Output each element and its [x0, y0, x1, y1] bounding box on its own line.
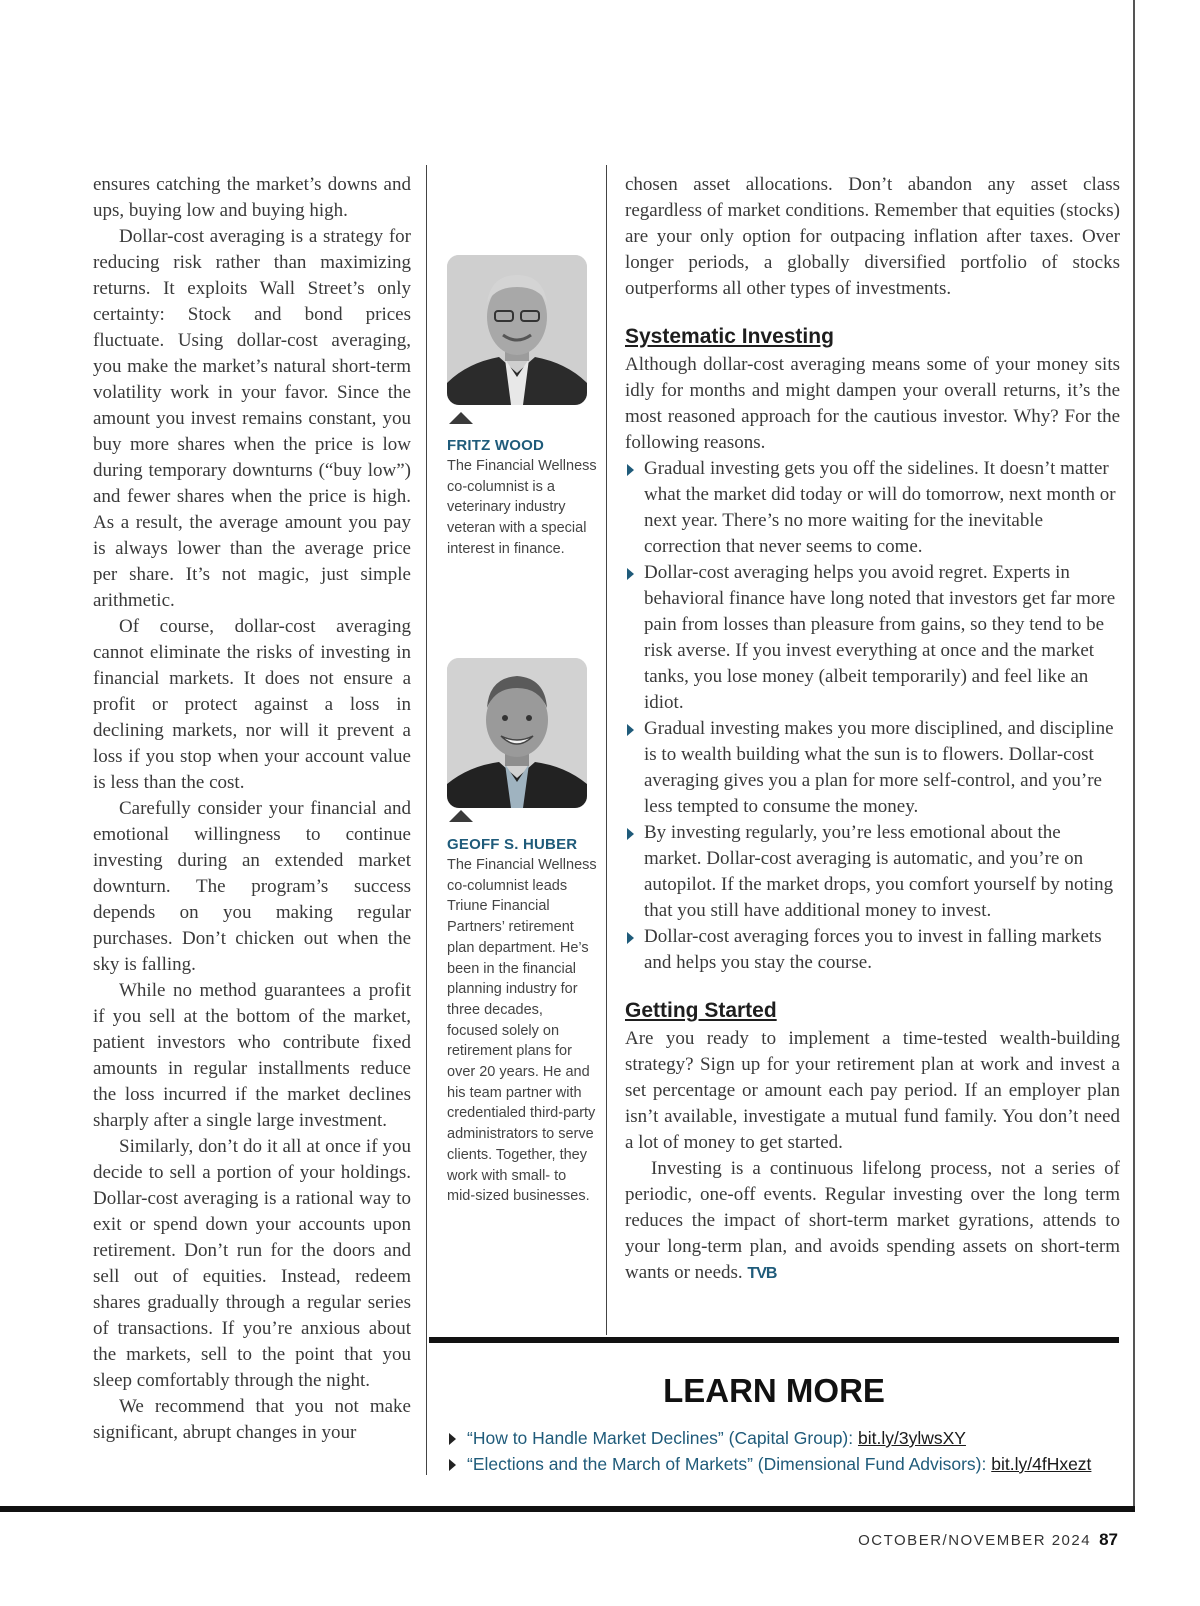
bullet-arrow-icon	[627, 464, 634, 476]
learn-more-rule	[429, 1337, 1119, 1343]
paragraph: Dollar-cost averaging is a strategy for reducing risk rather than maximizing returns. It exploits Wall Street’s only certainty: Stock and bond prices fluctuate. Using dollar-cost averaging, you make the market’s natural short-term volatility work in your favor. Since the amount you invest remains constant, you buy more shares when the price is low during temporary downturns (“buy low”) and fewer shares when the price is high. As a result, the average amount you pay is always lower than the average price per share. It’s not magic, just simple arithmetic.	[93, 226, 411, 611]
caret-up-icon	[449, 412, 473, 424]
paragraph: While no method guarantees a profit if you sell at the bottom of the market, patient investors who contribute fixed amounts in regular installments reduce the loss incurred if the market declines sharply after a single large investment.	[93, 980, 411, 1131]
list-item: Gradual investing makes you more disciplined, and discipline is to wealth building what the sun is to flowers. Dollar-cost averaging gives you a plan for more self-control, and you’re less tempted to consume the money.	[625, 716, 1120, 820]
paragraph: Investing is a continuous lifelong process, not a series of periodic, one-off events. Regular investing over the long term reduces the impact of short-term market gyrations, attends to your long-term plan, and avoids spending assets on short-term wants or needs. TVB	[625, 1158, 1120, 1283]
author-photo-fritz-wood	[447, 255, 587, 405]
page-number: 87	[1099, 1530, 1118, 1549]
list-item: Gradual investing gets you off the sidelines. It doesn’t matter what the market did today or will do tomorrow, next month or next year. There’s no more waiting for the inevitable correction that never seems to come.	[625, 456, 1120, 560]
bullet-arrow-icon	[627, 932, 634, 944]
learn-more-list	[447, 1425, 1127, 1477]
paragraph: ensures catching the market’s downs and ups, buying low and buying high.	[93, 174, 411, 221]
author-bio: The Financial Wellness co-columnist is a veterinary industry veteran with a special interest in finance.	[447, 458, 597, 557]
bullet-arrow-icon	[449, 1459, 456, 1471]
section-heading-getting-started: Getting Started	[625, 999, 777, 1022]
section-heading-systematic-investing: Systematic Investing	[625, 325, 834, 348]
paragraph: chosen asset allocations. Don’t abandon any asset class regardless of market conditions. Remember that equities (stocks) are your only option for outpacing inflation after taxes. Over longer periods, a globally diversified portfolio of stocks outperforms all other types of investments.	[625, 174, 1120, 299]
page-footer	[858, 1530, 1118, 1550]
column-divider	[606, 165, 607, 1335]
resource-title: “Elections and the March of Markets” (Dimensional Fund Advisors):	[467, 1454, 987, 1474]
issue-date: OCTOBER/NOVEMBER 2024	[858, 1532, 1092, 1549]
author-name: GEOFF S. HUBER	[447, 836, 578, 853]
bullet-arrow-icon	[449, 1433, 456, 1445]
paragraph: Similarly, don’t do it all at once if you decide to sell a portion of your holdings. Dollar-cost averaging is a rational way to exit or spend down your accounts upon retirement. Don’t run for the doors and sell out of equities. Instead, redeem shares gradually through a regular series of transactions. If you’re anxious about the markets, sell to the point that you sleep comfortably through the night.	[93, 1136, 411, 1391]
list-item: Dollar-cost averaging helps you avoid regret. Experts in behavioral finance have long noted that investors get far more pain from losses than pleasure from gains, so they tend to be risk averse. If you invest everything at once and the market tanks, you lose money (albeit temporarily) and feel like an idiot.	[625, 560, 1120, 716]
page-edge-rule	[1133, 0, 1135, 1508]
reasons-list	[625, 456, 1120, 976]
resource-link[interactable]: bit.ly/3ylwsXY	[858, 1428, 966, 1448]
left-column	[93, 172, 411, 1446]
paragraph: Carefully consider your financial and emotional willingness to continue investing during an extended market downturn. The program’s success depends on you making regular purchases. Don’t chicken out when the sky is falling.	[93, 798, 411, 975]
right-column	[625, 172, 1120, 1287]
learn-more-item	[447, 1451, 1127, 1477]
paragraph: Of course, dollar-cost averaging cannot eliminate the risks of investing in financial markets. It does not ensure a profit or protect against a loss in declining markets, nor will it prevent a loss if you stop when your account value is less than the cost.	[93, 616, 411, 793]
resource-link[interactable]: bit.ly/4fHxezt	[991, 1454, 1092, 1474]
author-name: FRITZ WOOD	[447, 437, 544, 454]
paragraph: Although dollar-cost averaging means some of your money sits idly for months and might dampen your overall returns, it’s the most reasoned approach for the cautious investor. Why? For the following reasons.	[625, 354, 1120, 453]
column-divider	[426, 165, 427, 1475]
list-item: Dollar-cost averaging forces you to invest in falling markets and helps you stay the course.	[625, 924, 1120, 976]
resource-title: “How to Handle Market Declines” (Capital Group):	[467, 1428, 854, 1448]
bullet-arrow-icon	[627, 724, 634, 736]
author-bio: The Financial Wellness co-columnist leads Triune Financial Partners’ retirement plan department. He’s been in the financial planning industry for three decades, focused solely on retirement plans for over 20 years. He and his team partner with credentialed third-party administrators to serve clients. Together, they work with small- to mid-sized businesses.	[447, 857, 597, 1205]
list-item: By investing regularly, you’re less emotional about the market. Dollar-cost averaging is automatic, and you’re on autopilot. If the market drops, you comfort yourself by noting that you still have additional money to invest.	[625, 820, 1120, 924]
footer-rule	[0, 1506, 1135, 1512]
caret-up-icon	[449, 810, 473, 822]
learn-more-title: LEARN MORE	[663, 1372, 885, 1409]
paragraph: Are you ready to implement a time-tested wealth-building strategy? Sign up for your retirement plan at work and invest a set percentage or amount each pay period. If an employer plan isn’t available, investigate a mutual fund family. You don’t need a lot of money to get started.	[625, 1028, 1120, 1153]
bullet-arrow-icon	[627, 828, 634, 840]
learn-more-item	[447, 1425, 1127, 1451]
paragraph: We recommend that you not make significant, abrupt changes in your	[93, 1396, 411, 1443]
bullet-arrow-icon	[627, 568, 634, 580]
author-photo-geoff-huber	[447, 658, 587, 808]
tvb-end-mark: TVB	[747, 1265, 777, 1282]
